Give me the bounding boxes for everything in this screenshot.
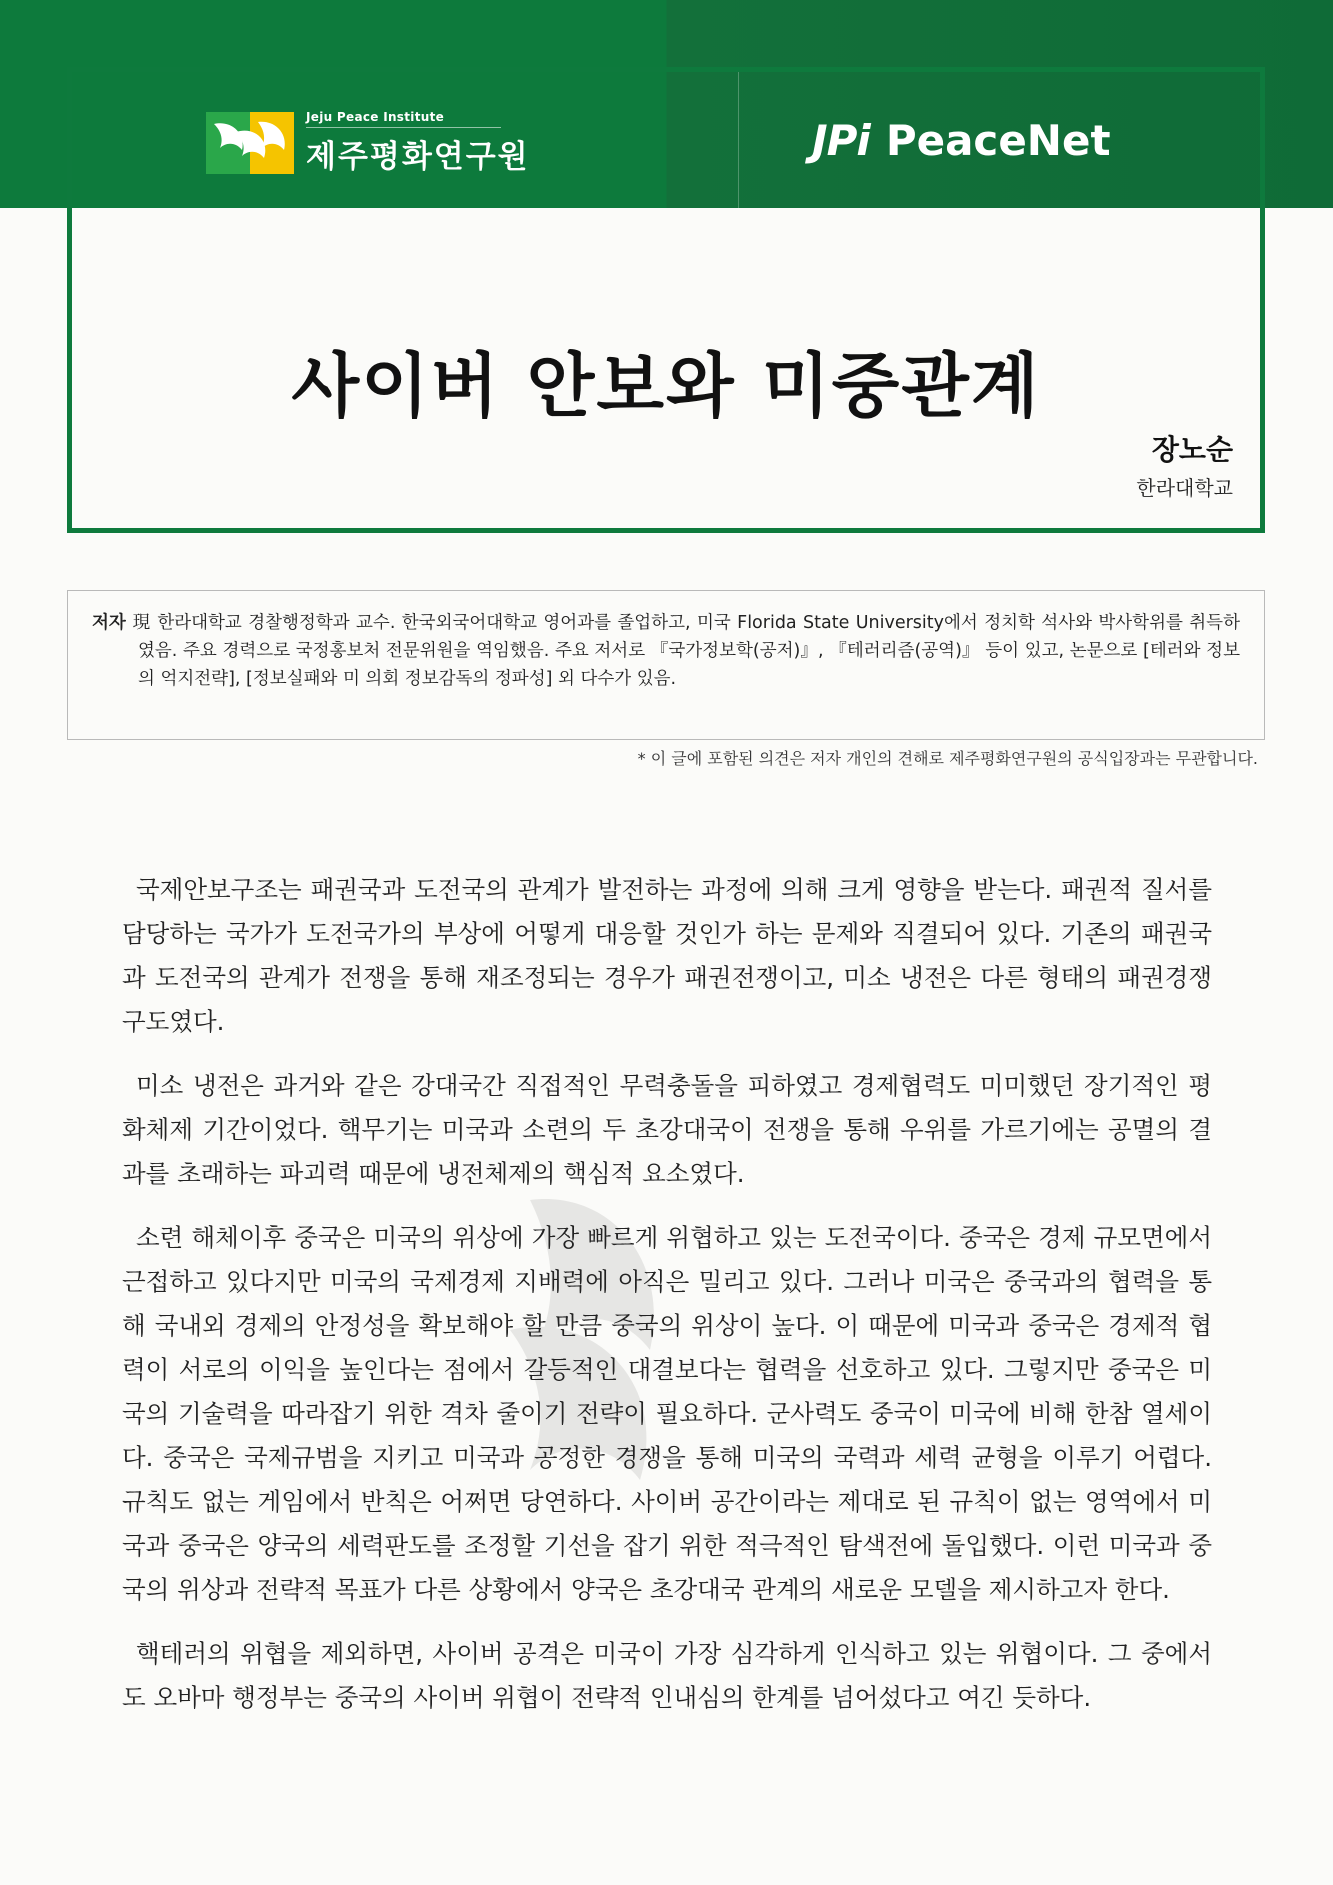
jeju-peace-institute-logo [206, 110, 530, 176]
body-paragraph: 국제안보구조는 패권국과 도전국의 관계가 발전하는 과정에 의해 크게 영향을 받는다. 패권적 질서를 담당하는 국가가 도전국가의 부상에 어떻게 대응할 것인가 하는 문제와 직결되어 있다. 기존의 패권국과 도전국의 관계가 전쟁을 통해 재조정되는 경우가 패권전쟁이고, 미소 냉전은 다른 형태의 패권경쟁 구도였다. [122, 875, 1212, 1036]
frame-divider [738, 72, 739, 208]
article-body [122, 868, 1212, 1740]
bio-text: 現 한라대학교 경찰행정학과 교수. 한국외국어대학교 영어과를 졸업하고, 미국 Florida State University에서 정치학 석사와 박사학위를 취득하였음. 주요 경력으로 국정홍보처 전문위원을 역임했음. 주요 저서로 『국가정보학(공저)』, 『테러리즘(공역)』 등이 있고, 논문으로 [테러와 정보의 억지전략], [정보실패와 미 의회 정보감독의 정파성] 외 다수가 있음. [131, 613, 1240, 689]
author-bio-box [67, 590, 1265, 740]
jpi-wordmark: JPi [812, 116, 870, 165]
article-title: 사이버 안보와 미중관계 [291, 345, 1041, 427]
body-paragraph: 미소 냉전은 과거와 같은 강대국간 직접적인 무력충돌을 피하였고 경제협력도 미미했던 장기적인 평화체제 기간이었다. 핵무기는 미국과 소련의 두 초강대국이 전쟁을 통해 우위를 가르기에는 공멸의 결과를 초래하는 파괴력 때문에 냉전체제의 핵심적 요소였다. [122, 1071, 1212, 1188]
disclaimer: * 이 글에 포함된 의견은 저자 개인의 견해로 제주평화연구원의 공식입장과는 무관합니다. [637, 749, 1258, 768]
author-affiliation: 한라대학교 [1136, 476, 1233, 500]
author-bio [92, 609, 1240, 693]
body-paragraph: 소련 해체이후 중국은 미국의 위상에 가장 빠르게 위협하고 있는 도전국이다. 중국은 경제 규모면에서 근접하고 있다지만 미국의 국제경제 지배력에 아직은 밀리고 있다. 그러나 미국은 중국과의 협력을 통해 국내외 경제의 안정성을 확보해야 할 만큼 중국의 위상이 높다. 이 때문에 미국과 중국은 경제적 협력이 서로의 이익을 높인다는 점에서 갈등적인 대결보다는 협력을 선호하고 있다. 그렇지만 중국은 미국의 기술력을 따라잡기 위한 격차 줄이기 전략이 필요하다. 군사력도 중국이 미국에 비해 한참 열세이다. 중국은 국제규범을 지키고 미국과 공정한 경쟁을 통해 미국의 국력과 세력 균형을 이루기 어렵다. 규칙도 없는 게임에서 반칙은 어쩌면 당연하다. 사이버 공간이라는 제대로 된 규칙이 없는 영역에서 미국과 중국은 양국의 세력판도를 조정할 기선을 잡기 위한 적극적인 탐색전에 돌입했다. 이런 미국과 중국의 위상과 전략적 목표가 다른 상황에서 양국은 초강대국 관계의 새로운 모델을 제시하고자 한다. [122, 1223, 1212, 1604]
logo-korean-name: 제주평화연구원 [306, 139, 530, 175]
dove-logo-icon [206, 112, 294, 174]
author-name: 장노순 [1151, 433, 1233, 466]
peacenet-logo [812, 116, 1111, 165]
peacenet-wordmark: PeaceNet [885, 116, 1111, 165]
bio-label: 저자 [92, 613, 126, 633]
logo-english-name: Jeju Peace Institute [306, 110, 501, 128]
body-paragraph: 핵테러의 위협을 제외하면, 사이버 공격은 미국이 가장 심각하게 인식하고 있는 위협이다. 그 중에서도 오바마 행정부는 중국의 사이버 위협이 전략적 인내심의 한계를 넘어섰다고 여긴 듯하다. [122, 1639, 1212, 1712]
